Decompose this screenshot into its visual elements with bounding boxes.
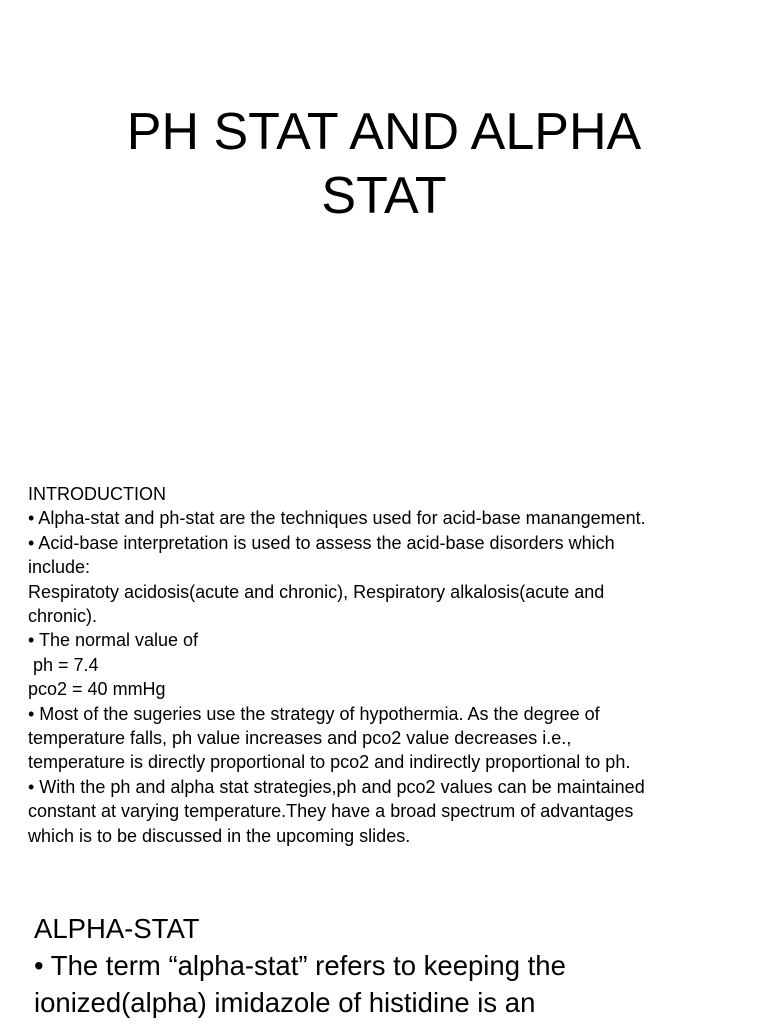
intro-text-line: chronic). bbox=[28, 606, 98, 627]
intro-heading: INTRODUCTION bbox=[28, 484, 166, 504]
intro-text-line: pco2 = 40 mmHg bbox=[28, 679, 166, 700]
intro-text-line: temperature is directly proportional to pco2 and indirectly proportional to ph. bbox=[28, 752, 631, 773]
intro-text-line: include: bbox=[28, 557, 91, 578]
intro-text-line: • Acid-base interpretation is used to assess the acid-base disorders which bbox=[28, 532, 615, 553]
alpha-stat-text-line: ionized(alpha) imidazole of histidine is an bbox=[34, 987, 536, 1018]
intro-text-line: • Alpha-stat and ph-stat are the techniques used for acid-base manangement. bbox=[28, 508, 646, 529]
alpha-stat-text-line: • The term “alpha-stat” refers to keeping the bbox=[34, 950, 566, 981]
intro-text-line: which is to be discussed in the upcoming slides. bbox=[28, 825, 411, 846]
introduction-section bbox=[28, 482, 748, 848]
intro-text-line: temperature falls, ph value increases and pco2 value decreases i.e., bbox=[28, 728, 572, 749]
intro-text-line: • The normal value of bbox=[28, 630, 199, 651]
alpha-stat-section bbox=[34, 910, 754, 1021]
slide-title bbox=[0, 100, 768, 228]
intro-text-line: • With the ph and alpha stat strategies,ph and pco2 values can be maintained bbox=[28, 776, 645, 797]
intro-text-line: Respiratoty acidosis(acute and chronic), Respiratory alkalosis(acute and bbox=[28, 581, 605, 602]
title-line: PH STAT AND ALPHA bbox=[126, 103, 642, 161]
intro-text-line: constant at varying temperature.They have a broad spectrum of advantages bbox=[28, 801, 634, 822]
alpha-stat-heading: ALPHA-STAT bbox=[34, 913, 200, 944]
title-line: STAT bbox=[321, 167, 447, 225]
intro-text-line: • Most of the sugeries use the strategy of hypothermia. As the degree of bbox=[28, 703, 600, 724]
intro-text-line: ph = 7.4 bbox=[28, 654, 99, 675]
